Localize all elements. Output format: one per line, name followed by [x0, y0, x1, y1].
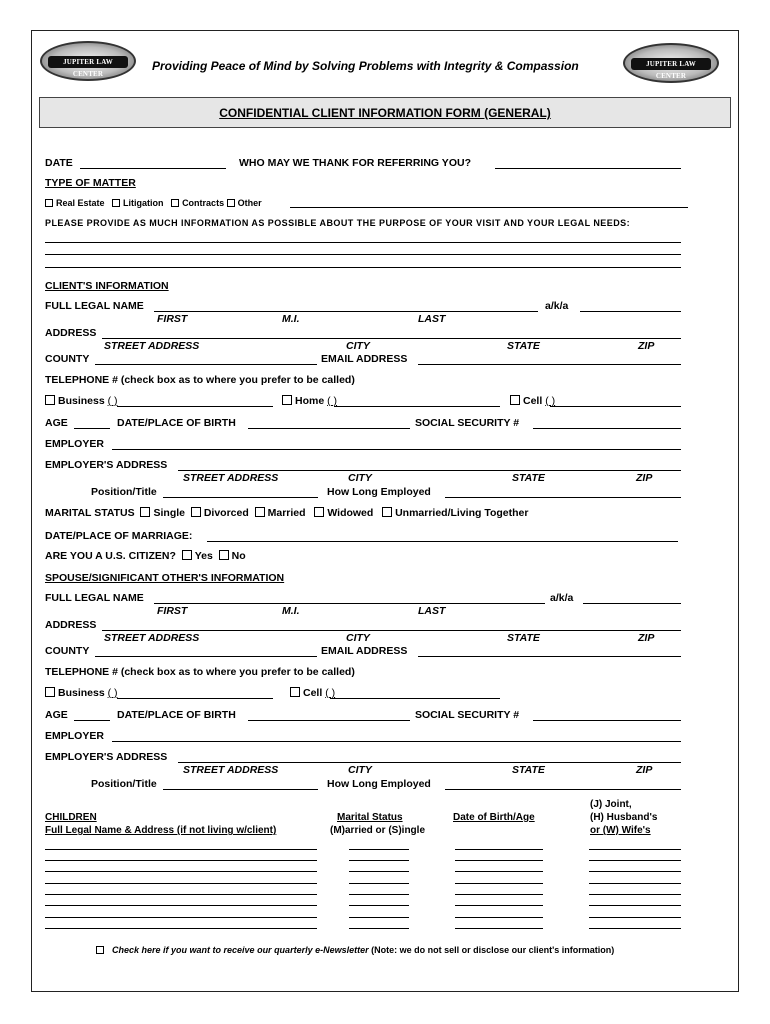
jhw-line-3: or (W) Wife's [590, 825, 651, 836]
right-logo [623, 43, 719, 83]
title-bar [39, 97, 731, 128]
real-estate-checkbox[interactable] [45, 199, 53, 207]
citizen-no-label: No [231, 550, 246, 562]
spouse-business-checkbox[interactable] [45, 687, 55, 697]
client-employer-field[interactable] [112, 449, 681, 450]
spouse-cell-field[interactable] [330, 698, 500, 699]
date-field[interactable] [80, 168, 226, 169]
child-row-field[interactable] [589, 849, 681, 850]
child-row-field[interactable] [589, 860, 681, 861]
child-row-field[interactable] [455, 849, 543, 850]
client-last-label: LAST [418, 313, 446, 325]
client-email-label: EMAIL ADDRESS [321, 353, 408, 365]
child-row-field[interactable] [349, 905, 409, 906]
spouse-city-label: CITY [346, 632, 370, 644]
client-county-field[interactable] [95, 364, 317, 365]
child-row-field[interactable] [349, 883, 409, 884]
client-cell-checkbox[interactable] [510, 395, 520, 405]
spouse-cell-label: Cell [303, 687, 323, 699]
child-row-field[interactable] [349, 871, 409, 872]
unmarried-label: Unmarried/Living Together [395, 507, 529, 519]
client-ssn-label: SOCIAL SECURITY # [415, 417, 520, 429]
date-label: DATE [45, 157, 73, 169]
tagline: Providing Peace of Mind by Solving Problems with Integrity & Compassion [152, 59, 579, 73]
spouse-how-long-label: How Long Employed [327, 778, 431, 790]
purpose-label: PLEASE PROVIDE AS MUCH INFORMATION AS POSSIBLE ABOUT THE PURPOSE OF YOUR VISIT AND YOUR LEGAL NEEDS: [45, 218, 631, 228]
child-row-field[interactable] [589, 883, 681, 884]
citizen-label: ARE YOU A U.S. CITIZEN? [45, 550, 176, 562]
child-row-field[interactable] [589, 894, 681, 895]
litigation-checkbox[interactable] [112, 199, 120, 207]
newsletter-checkbox[interactable] [96, 946, 104, 954]
client-business-label: Business [58, 395, 105, 407]
client-state-label: STATE [507, 340, 540, 352]
citizen-no-checkbox[interactable] [219, 550, 229, 560]
client-address-label: ADDRESS [45, 327, 97, 339]
children-heading: CHILDREN [45, 812, 97, 823]
client-business-checkbox[interactable] [45, 395, 55, 405]
child-row-field[interactable] [45, 905, 317, 906]
client-heading: CLIENT'S INFORMATION [45, 280, 169, 292]
client-home-label: Home [295, 395, 325, 407]
client-emp-city-label: CITY [348, 472, 372, 484]
client-how-long-label: How Long Employed [327, 486, 431, 498]
client-address-field[interactable] [102, 338, 681, 339]
spouse-ssn-field[interactable] [533, 720, 681, 721]
spouse-dob-field[interactable] [248, 720, 410, 721]
client-city-label: CITY [346, 340, 370, 352]
child-row-field[interactable] [45, 894, 317, 895]
purpose-line-2[interactable] [45, 254, 681, 255]
child-row-field[interactable] [349, 860, 409, 861]
child-row-field[interactable] [349, 849, 409, 850]
client-zip-label: ZIP [638, 340, 655, 352]
client-email-field[interactable] [418, 364, 681, 365]
child-row-field[interactable] [455, 860, 543, 861]
spouse-business-label: Business [58, 687, 105, 699]
client-cell-label: Cell [523, 395, 543, 407]
spouse-email-label: EMAIL ADDRESS [321, 645, 408, 657]
type-of-matter-heading: TYPE OF MATTER [45, 177, 136, 189]
client-marital-label: MARITAL STATUS [45, 507, 135, 519]
married-label: Married [267, 507, 306, 519]
client-home-phone [282, 395, 337, 407]
child-row-field[interactable] [349, 917, 409, 918]
spouse-age-label: AGE [45, 709, 68, 721]
spouse-street-label: STREET ADDRESS [104, 632, 200, 644]
spouse-how-long-field[interactable] [445, 789, 681, 790]
spouse-employer-label: EMPLOYER [45, 730, 104, 742]
matter-options [45, 198, 262, 208]
unmarried-checkbox[interactable] [382, 507, 392, 517]
client-home-checkbox[interactable] [282, 395, 292, 405]
spouse-county-field[interactable] [95, 656, 317, 657]
client-business-area-code: ( ) [107, 395, 118, 407]
marriage-date-label: DATE/PLACE OF MARRIAGE: [45, 530, 193, 542]
spouse-telephone-label: TELEPHONE # (check box as to where you prefer to be called) [45, 666, 355, 678]
left-logo-text: JUPITER LAW CENTER [48, 56, 128, 68]
client-employer-address-label: EMPLOYER'S ADDRESS [45, 459, 168, 471]
single-label: Single [153, 507, 185, 519]
client-cell-phone [510, 395, 555, 407]
spouse-state-label: STATE [507, 632, 540, 644]
child-row-field[interactable] [45, 928, 317, 929]
citizen-yes-checkbox[interactable] [182, 550, 192, 560]
widowed-label: Widowed [327, 507, 374, 519]
single-checkbox[interactable] [140, 507, 150, 517]
child-row-field[interactable] [45, 883, 317, 884]
spouse-name-field[interactable] [154, 603, 545, 604]
marriage-date-field[interactable] [207, 541, 678, 542]
form-page [31, 30, 739, 992]
other-label: Other [237, 198, 262, 208]
citizen-question [45, 550, 246, 562]
child-row-field[interactable] [589, 871, 681, 872]
spouse-last-label: LAST [418, 605, 446, 617]
contracts-label: Contracts [182, 198, 225, 208]
spouse-employer-field[interactable] [112, 741, 681, 742]
client-mi-label: M.I. [282, 313, 300, 325]
client-home-area-code: ( ) [327, 395, 338, 407]
spouse-aka-field[interactable] [583, 603, 681, 604]
spouse-business-field[interactable] [117, 698, 273, 699]
jhw-line-2: (H) Husband's [590, 812, 658, 823]
client-business-field[interactable] [117, 406, 273, 407]
client-name-field[interactable] [154, 311, 538, 312]
client-emp-zip-label: ZIP [636, 472, 653, 484]
client-how-long-field[interactable] [445, 497, 681, 498]
child-row-field[interactable] [349, 928, 409, 929]
child-row-field[interactable] [45, 871, 317, 872]
newsletter-note: (Note: we do not sell or disclose our client's information) [371, 945, 615, 955]
spouse-aka-label: a/k/a [550, 592, 574, 604]
children-name-col: Full Legal Name & Address (if not living w/client) [45, 825, 277, 836]
spouse-emp-street-label: STREET ADDRESS [183, 764, 279, 776]
client-telephone-label: TELEPHONE # (check box as to where you prefer to be called) [45, 374, 355, 386]
divorced-label: Divorced [203, 507, 249, 519]
spouse-age-field[interactable] [74, 720, 110, 721]
child-row-field[interactable] [455, 883, 543, 884]
spouse-zip-label: ZIP [638, 632, 655, 644]
spouse-first-label: FIRST [157, 605, 188, 617]
divorced-checkbox[interactable] [191, 507, 201, 517]
client-street-label: STREET ADDRESS [104, 340, 200, 352]
spouse-emp-zip-label: ZIP [636, 764, 653, 776]
children-marital-sub: (M)arried or (S)ingle [330, 825, 426, 836]
spouse-cell-checkbox[interactable] [290, 687, 300, 697]
child-row-field[interactable] [45, 849, 317, 850]
spouse-county-label: COUNTY [45, 645, 90, 657]
client-home-field[interactable] [334, 406, 500, 407]
citizen-yes-label: Yes [194, 550, 213, 562]
spouse-position-label: Position/Title [91, 778, 157, 790]
other-checkbox[interactable] [227, 199, 235, 207]
spouse-address-field[interactable] [102, 630, 681, 631]
client-marital-status [45, 507, 528, 519]
child-row-field[interactable] [45, 860, 317, 861]
referral-label: WHO MAY WE THANK FOR REFERRING YOU? [239, 157, 471, 169]
referral-field[interactable] [495, 168, 681, 169]
client-position-field[interactable] [163, 497, 318, 498]
spouse-dob-label: DATE/PLACE OF BIRTH [117, 709, 236, 721]
client-employer-address-field[interactable] [178, 470, 681, 471]
child-row-field[interactable] [349, 894, 409, 895]
child-row-field[interactable] [455, 928, 543, 929]
jhw-line-1: (J) Joint, [590, 799, 632, 810]
client-aka-field[interactable] [580, 311, 681, 312]
client-ssn-field[interactable] [533, 428, 681, 429]
client-aka-label: a/k/a [545, 300, 569, 312]
spouse-position-field[interactable] [163, 789, 318, 790]
right-logo-text: JUPITER LAW CENTER [631, 58, 711, 70]
spouse-mi-label: M.I. [282, 605, 300, 617]
client-emp-state-label: STATE [512, 472, 545, 484]
client-dob-field[interactable] [248, 428, 410, 429]
spouse-business-area-code: ( ) [107, 687, 118, 699]
child-row-field[interactable] [455, 894, 543, 895]
form-title: CONFIDENTIAL CLIENT INFORMATION FORM (GENERAL) [219, 106, 551, 120]
child-row-field[interactable] [589, 928, 681, 929]
client-age-field[interactable] [74, 428, 110, 429]
contracts-checkbox[interactable] [171, 199, 179, 207]
client-age-label: AGE [45, 417, 68, 429]
spouse-cell-phone [290, 687, 335, 699]
client-position-label: Position/Title [91, 486, 157, 498]
spouse-full-legal-name-label: FULL LEGAL NAME [45, 592, 144, 604]
newsletter-option [96, 945, 614, 955]
client-dob-label: DATE/PLACE OF BIRTH [117, 417, 236, 429]
client-full-legal-name-label: FULL LEGAL NAME [45, 300, 144, 312]
purpose-line-1[interactable] [45, 242, 681, 243]
client-first-label: FIRST [157, 313, 188, 325]
widowed-checkbox[interactable] [314, 507, 324, 517]
child-row-field[interactable] [589, 905, 681, 906]
spouse-employer-address-label: EMPLOYER'S ADDRESS [45, 751, 168, 763]
spouse-emp-city-label: CITY [348, 764, 372, 776]
spouse-emp-state-label: STATE [512, 764, 545, 776]
client-county-label: COUNTY [45, 353, 90, 365]
spouse-cell-area-code: ( ) [325, 687, 336, 699]
child-row-field[interactable] [455, 905, 543, 906]
litigation-label: Litigation [123, 198, 164, 208]
children-marital-col: Marital Status [337, 812, 403, 823]
client-emp-street-label: STREET ADDRESS [183, 472, 279, 484]
purpose-line-3[interactable] [45, 267, 681, 268]
newsletter-label: Check here if you want to receive our quarterly e-Newsletter [112, 945, 369, 955]
client-business-phone [45, 395, 118, 407]
spouse-email-field[interactable] [418, 656, 681, 657]
spouse-employer-address-field[interactable] [178, 762, 681, 763]
client-cell-area-code: ( ) [545, 395, 556, 407]
spouse-heading: SPOUSE/SIGNIFICANT OTHER'S INFORMATION [45, 572, 285, 584]
spouse-ssn-label: SOCIAL SECURITY # [415, 709, 520, 721]
child-row-field[interactable] [45, 917, 317, 918]
child-row-field[interactable] [589, 917, 681, 918]
real-estate-label: Real Estate [56, 198, 105, 208]
child-row-field[interactable] [455, 917, 543, 918]
married-checkbox[interactable] [255, 507, 265, 517]
other-field[interactable] [290, 207, 688, 208]
spouse-business-phone [45, 687, 118, 699]
children-dob-col: Date of Birth/Age [453, 812, 535, 823]
spouse-address-label: ADDRESS [45, 619, 97, 631]
child-row-field[interactable] [455, 871, 543, 872]
client-employer-label: EMPLOYER [45, 438, 104, 450]
left-logo [40, 41, 136, 81]
client-cell-field[interactable] [550, 406, 681, 407]
